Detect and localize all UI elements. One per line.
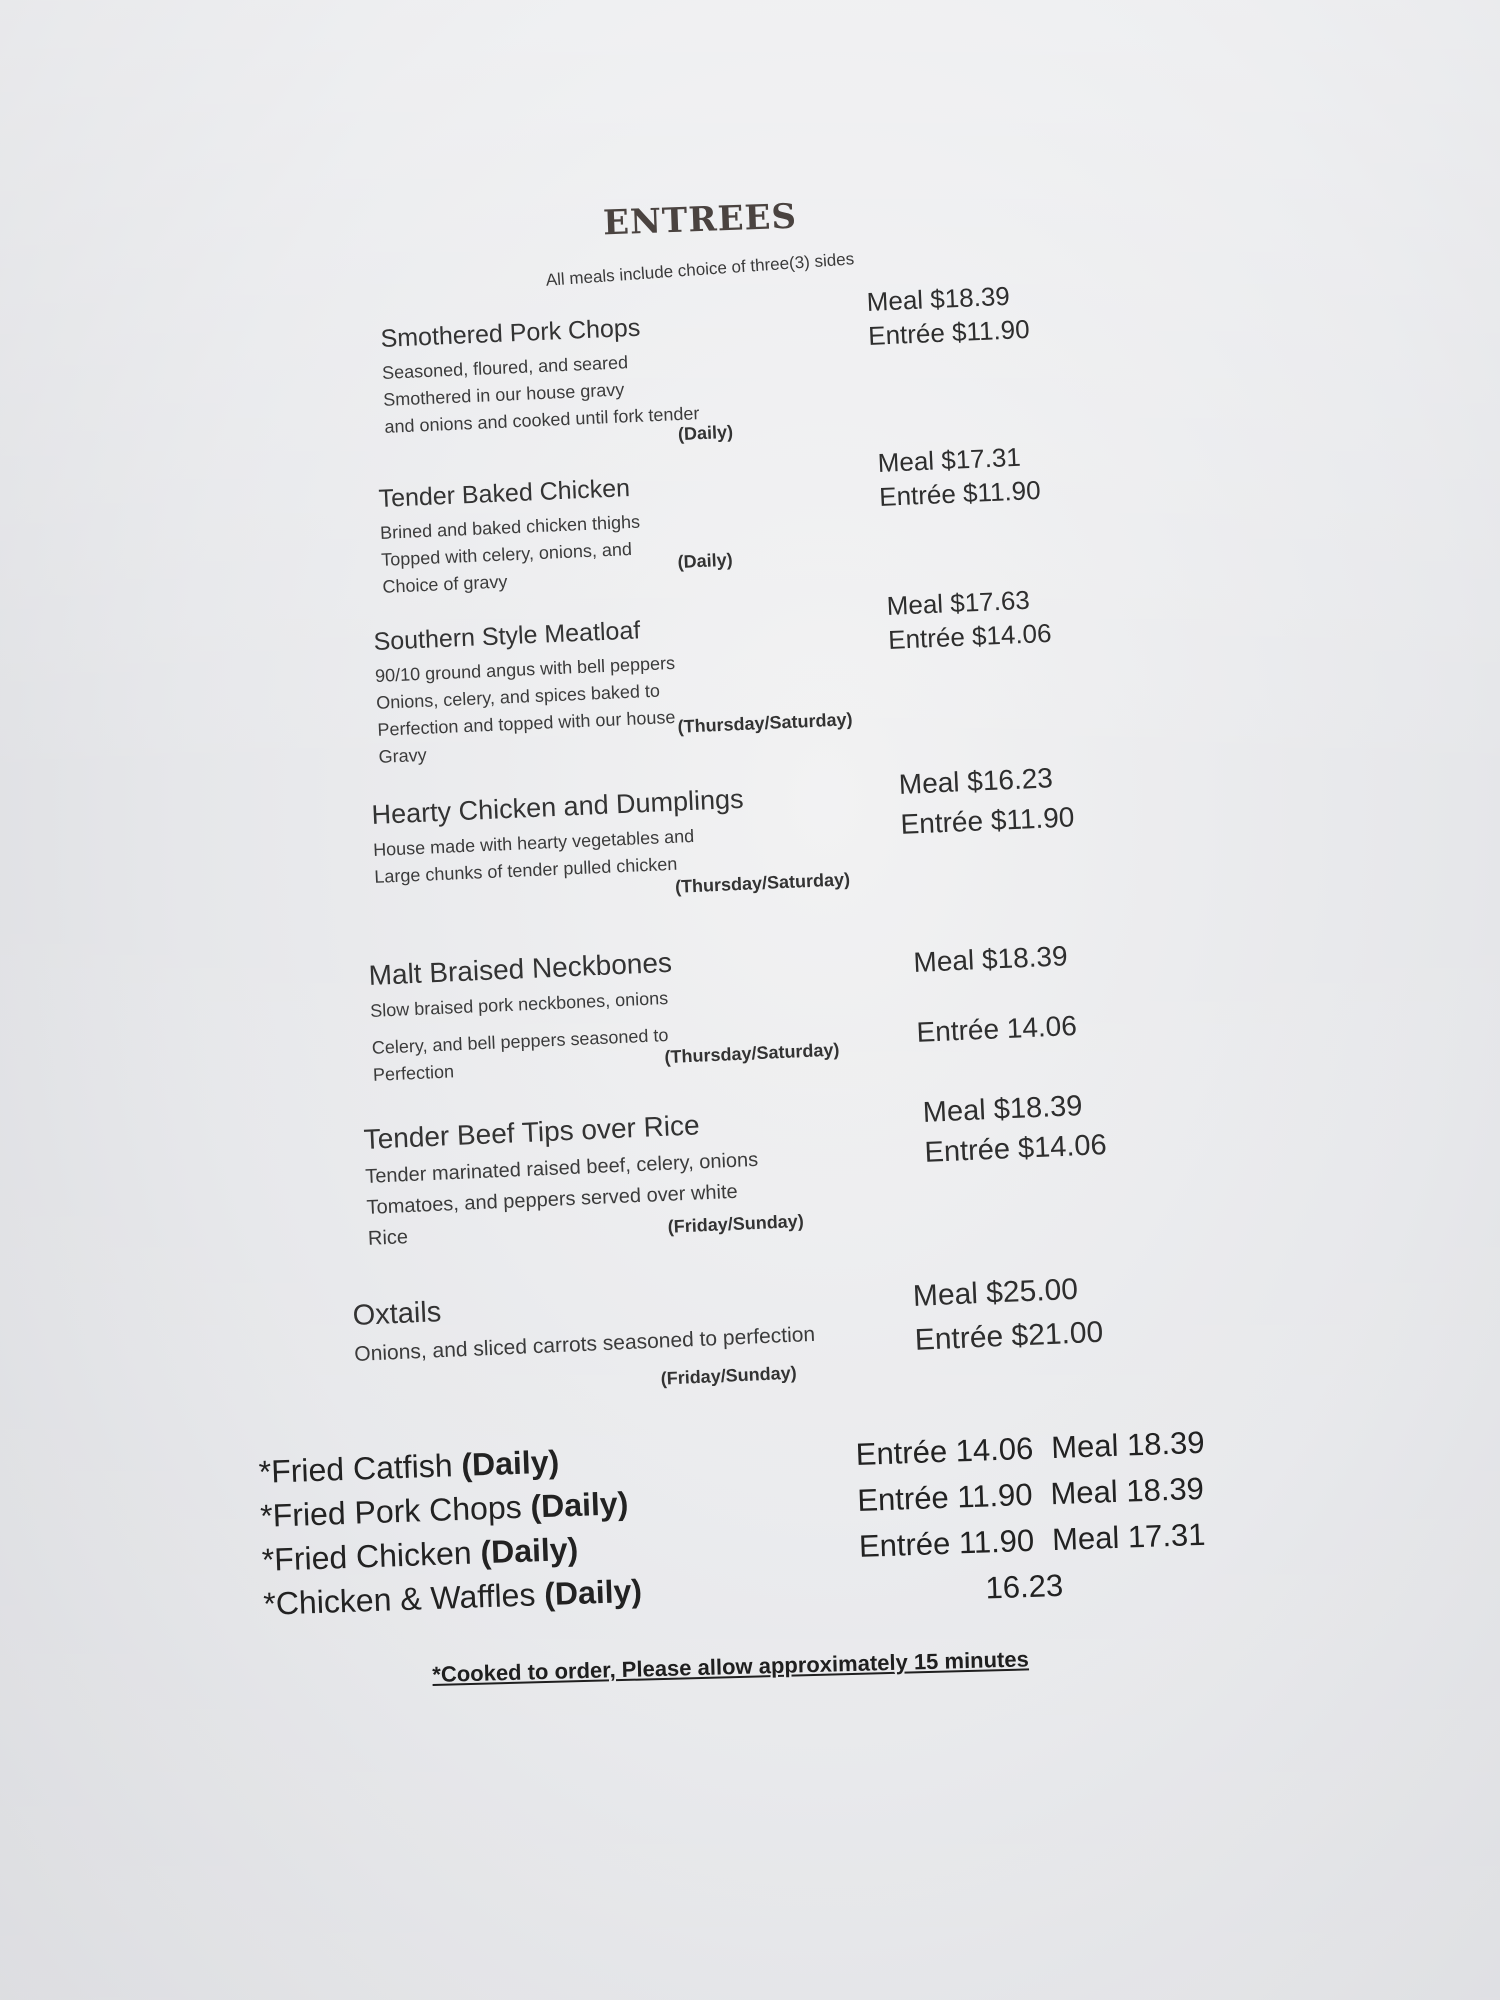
- item-description-line: Choice of gravy: [382, 571, 508, 597]
- item-description-line: Slow braised pork neckbones, onions: [369, 987, 669, 1021]
- item-availability: (Thursday/Saturday): [664, 1039, 840, 1068]
- entree-price: Entrée $14.06: [887, 617, 1053, 655]
- fried-item-name: *Fried Catfish: [258, 1447, 454, 1490]
- fried-entree-price: Entrée 11.90: [858, 1522, 1035, 1564]
- fried-meal-price: Meal 18.39: [1049, 1470, 1205, 1512]
- entree-price: Entrée $21.00: [914, 1315, 1104, 1357]
- meal-price: Meal $16.23: [898, 762, 1054, 800]
- item-availability: (Daily): [677, 421, 734, 445]
- item-name: Tender Beef Tips over Rice: [363, 1109, 701, 1155]
- item-price-tender-baked-chicken: [877, 439, 1041, 514]
- fried-item-name: *Fried Chicken: [261, 1534, 473, 1578]
- meal-price: Meal $25.00: [912, 1272, 1079, 1313]
- item-availability: (Daily): [677, 549, 734, 572]
- item-description-line: Tomatoes, and peppers served over white: [366, 1180, 739, 1219]
- cooked-to-order-note: *Cooked to order, Please allow approximately 15 minutes: [432, 1646, 1030, 1687]
- meal-price: Meal $17.31: [877, 441, 1022, 478]
- fried-entree-price: Entrée 14.06: [855, 1430, 1034, 1472]
- item-price-hearty-chicken-and-dumplings: [898, 757, 1075, 845]
- item-description-line: Large chunks of tender pulled chicken: [373, 853, 678, 887]
- item-description-line: Perfection: [372, 1061, 455, 1085]
- item-availability: (Friday/Sunday): [667, 1210, 805, 1237]
- item-description-line: Seasoned, floured, and seared: [381, 352, 629, 383]
- entree-price: Entrée $11.90: [878, 474, 1042, 512]
- item-name: Tender Baked Chicken: [378, 474, 631, 513]
- fried-items-prices: [855, 1420, 1210, 1616]
- entree-price: Entrée $11.90: [899, 801, 1075, 840]
- entree-price: Entrée $11.90: [867, 313, 1031, 351]
- item-name: Malt Braised Neckbones: [368, 946, 673, 991]
- menu-item-oxtails: [352, 1280, 816, 1389]
- item-price-oxtails: [912, 1267, 1104, 1363]
- fried-item-availability: (Daily): [479, 1530, 579, 1571]
- item-availability: (Thursday/Saturday): [674, 869, 851, 897]
- fried-item-availability: (Daily): [543, 1572, 643, 1613]
- item-price-southern-style-meatloaf: [886, 582, 1052, 657]
- entree-price: Entrée $14.06: [923, 1129, 1108, 1169]
- menu-item-smothered-pork-chops: [380, 311, 734, 445]
- item-name: Oxtails: [352, 1296, 442, 1332]
- fried-items-list: [258, 1437, 643, 1626]
- fried-item-name: *Fried Pork Chops: [259, 1488, 523, 1534]
- menu-item-tender-baked-chicken: [378, 474, 734, 601]
- item-description-line: and onions and cooked until fork tender: [384, 403, 700, 437]
- item-description-line: Celery, and bell peppers seasoned to: [371, 1024, 669, 1058]
- fried-item-availability: (Daily): [529, 1485, 629, 1525]
- item-name: Smothered Pork Chops: [380, 313, 641, 353]
- fried-item-availability: (Daily): [460, 1443, 560, 1483]
- meal-price: Meal $17.63: [886, 584, 1031, 621]
- fried-entree-price: Entrée 11.90: [856, 1476, 1034, 1518]
- item-description-line: Tender marinated raised beef, celery, onions: [364, 1148, 759, 1188]
- item-description-line: Onions, celery, and spices baked to: [375, 680, 661, 713]
- menu-item-southern-style-meatloaf: [373, 615, 853, 771]
- item-availability: (Friday/Sunday): [660, 1362, 798, 1389]
- entree-price: Entrée 14.06: [915, 1009, 1078, 1048]
- item-price-tender-beef-tips: [922, 1085, 1108, 1173]
- item-description-line: Smothered in our house gravy: [382, 379, 625, 410]
- item-description-line: 90/10 ground angus with bell peppers: [374, 652, 676, 686]
- item-name: Southern Style Meatloaf: [373, 616, 641, 656]
- item-description-line: Onions, and sliced carrots seasoned to perfection: [353, 1322, 816, 1366]
- menu-subtitle: All meals include choice of three(3) sides: [545, 249, 855, 290]
- item-description-line: Rice: [367, 1226, 409, 1250]
- menu-item-malt-braised-neckbones: [368, 946, 840, 1089]
- fried-meal-price: Meal 17.31: [1051, 1516, 1207, 1558]
- item-description-line: Topped with celery, onions, and: [380, 538, 633, 570]
- menu-item-tender-beef-tips: [363, 1107, 805, 1255]
- meal-price: Meal $18.39: [866, 280, 1011, 317]
- item-description-line: Perfection and topped with our house: [377, 706, 676, 740]
- meal-price: Meal $18.39: [912, 940, 1069, 978]
- item-price-malt-braised-neckbones: [912, 921, 1078, 1068]
- fried-item-name: *Chicken & Waffles: [262, 1576, 536, 1622]
- item-name: Hearty Chicken and Dumplings: [371, 783, 745, 830]
- item-description-line: House made with hearty vegetables and: [372, 825, 695, 860]
- fried-meal-price: 16.23: [984, 1567, 1064, 1606]
- fried-meal-price: Meal 18.39: [1050, 1424, 1206, 1466]
- menu-title: ENTREES: [602, 196, 798, 244]
- item-availability: (Thursday/Saturday): [677, 709, 853, 737]
- menu-item-hearty-chicken-and-dumplings: [371, 783, 851, 897]
- meal-price: Meal $18.39: [922, 1090, 1084, 1129]
- item-description-line: Gravy: [378, 744, 428, 767]
- item-price-smothered-pork-chops: [866, 278, 1030, 353]
- item-description-line: Brined and baked chicken thighs: [379, 511, 641, 543]
